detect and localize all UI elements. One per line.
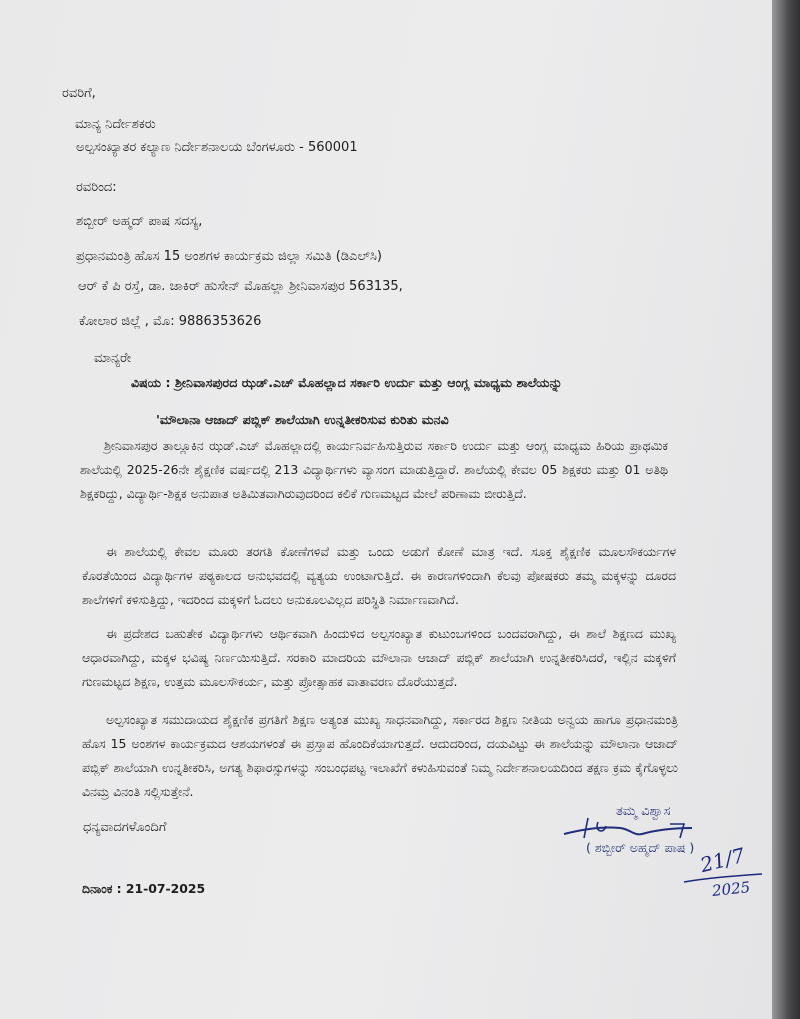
sender-label: ರವರಿಂದ: bbox=[76, 180, 117, 195]
sender-committee: ಪ್ರಧಾನಮಂತ್ರಿ ಹೊಸ 15 ಅಂಶಗಳ ಕಾರ್ಯಕ್ರಮ ಜಿಲ್ಲಾ ಸಮಿತಿ (ಡಿಎಲ್‌ಸಿ) bbox=[76, 249, 383, 264]
subject-line-1: ವಿಷಯ : ಶ್ರೀನಿವಾಸಪುರದ ಝಡ್.ಎಚ್ ಮೊಹಲ್ಲಾದ ಸರ್ಕಾರಿ ಉರ್ದು ಮತ್ತು ಆಂಗ್ಲ ಮಾಧ್ಯಮ ಶಾಲೆಯನ್ನು bbox=[131, 375, 563, 390]
handwritten-date-year: 2025 bbox=[711, 878, 752, 900]
sender-name: ಶಬ್ಬೀರ್ ಅಹ್ಮದ್ ಪಾಷ ಸದಸ್ಯ, bbox=[76, 214, 203, 229]
body-paragraph-4: ಅಲ್ಪಸಂಖ್ಯಾತ ಸಮುದಾಯದ ಶೈಕ್ಷಣಿಕ ಪ್ರಗತಿಗೆ ಶಿಕ್ಷಣ ಅತ್ಯಂತ ಮುಖ್ಯ ಸಾಧನವಾಗಿದ್ದು, ಸರ್ಕಾರದ ಶಿಕ್ಷಣ ನೀತಿಯ ಅನ್ವಯ ಹಾಗೂ ಪ್ರಧಾನಮಂತ್ರಿ ಹೊಸ 15 ಅಂಶಗಳ ಕಾರ್ಯಕ್ರಮದ ಆಶಯಗಳಂತೆ ಈ ಪ್ರಸ್ತಾಪ ಹೊಂದಿಕೆಯಾಗುತ್ತದೆ. ಆದುದರಿಂದ, ದಯವಿಟ್ಟು ಈ ಶಾಲೆಯನ್ನು ಮೌಲಾನಾ ಆಜಾದ್ ಪಬ್ಲಿಕ್ ಶಾಲೆಯಾಗಿ ಉನ್ನತೀಕರಿಸಿ, ಅಗತ್ಯ ಶಿಫಾರಸ್ಸುಗಳನ್ನು ಸಂಬಂಧಪಟ್ಟ ಇಲಾಖೆಗೆ ಕಳುಹಿಸುವಂತೆ ನಿಮ್ಮ ನಿರ್ದೇಶನಾಲಯದಿಂದ ತಕ್ಷಣ ಕ್ರಮ ಕೈಗೊಳ್ಳಲು ವಿನಮ್ರ ವಿನಂತಿ ಸಲ್ಲಿಸುತ್ತೇನೆ. bbox=[82, 712, 678, 799]
salutation: ಮಾನ್ಯರೇ bbox=[94, 351, 132, 366]
body-paragraph-3: ಈ ಪ್ರದೇಶದ ಬಹುತೇಕ ವಿದ್ಯಾರ್ಥಿಗಳು ಆರ್ಥಿಕವಾಗಿ ಹಿಂದುಳಿದ ಅಲ್ಪಸಂಖ್ಯಾತ ಕುಟುಂಬಗಳಿಂದ ಬಂದವರಾಗಿದ್ದು, ಈ ಶಾಲೆ ಶಿಕ್ಷಣದ ಮುಖ್ಯ ಆಧಾರವಾಗಿದ್ದು, ಮಕ್ಕಳ ಭವಿಷ್ಯ ನಿರ್ಣಯಿಸುತ್ತಿದೆ. ಸರಕಾರಿ ಮಾದರಿಯ ಮೌಲಾನಾ ಆಜಾದ್ ಪಬ್ಲಿಕ್ ಶಾಲೆಯಾಗಿ ಉನ್ನತೀಕರಿಸಿದರೆ, ಇಲ್ಲಿನ ಮಕ್ಕಳಿಗೆ ಗುಣಮಟ್ಟದ ಶಿಕ್ಷಣ, ಉತ್ತಮ ಮೂಲಸೌಕರ್ಯ, ಮತ್ತು ಪ್ರೋತ್ಸಾಹಕ ವಾತಾವರಣ ದೊರೆಯುತ್ತದೆ. bbox=[82, 626, 676, 689]
recipient-office: ಅಲ್ಪಸಂಖ್ಯಾತರ ಕಲ್ಯಾಣ ನಿರ್ದೇಶನಾಲಯ ಬೆಂಗಳೂರು - 560001 bbox=[76, 140, 358, 155]
sender-address: ಆರ್ ಕೆ ಪಿ ರಸ್ತೆ, ಡಾ. ಜಾಕಿರ್ ಹುಸೇನ್ ಮೊಹಲ್ಲಾ ಶ್ರೀನಿವಾಸಪುರ 563135, bbox=[78, 279, 403, 294]
body-paragraph-2: ಈ ಶಾಲೆಯಲ್ಲಿ ಕೇವಲ ಮೂರು ತರಗತಿ ಕೋಣೆಗಳಿವೆ ಮತ್ತು ಒಂದು ಅಡುಗೆ ಕೋಣೆ ಮಾತ್ರ ಇದೆ. ಸೂಕ್ತ ಶೈಕ್ಷಣಿಕ ಮೂಲಸೌಕರ್ಯಗಳ ಕೊರತೆಯಿಂದ ವಿದ್ಯಾರ್ಥಿಗಳ ಪಠ್ಯಕಾಲದ ಅನುಭವದಲ್ಲಿ ವ್ಯತ್ಯಯ ಉಂಟಾಗುತ್ತಿದೆ. ಈ ಕಾರಣಗಳಿಂದಾಗಿ ಕೆಲವು ಪೋಷಕರು ತಮ್ಮ ಮಕ್ಕಳನ್ನು ದೂರದ ಶಾಲೆಗಳಿಗೆ ಕಳಿಸುತ್ತಿದ್ದು, ಇದರಿಂದ ಮಕ್ಕಳಿಗೆ ಓದಲು ಅನುಕೂಲವಿಲ್ಲದ ಪರಿಸ್ಥಿತಿ ನಿರ್ಮಾಣವಾಗಿದೆ. bbox=[82, 544, 676, 607]
subject-line-2: 'ಮೌಲಾನಾ ಆಜಾದ್ ಪಬ್ಲಿಕ್ ಶಾಲೆಯಾಗಿ ಉನ್ನತೀಕರಿಸುವ ಕುರಿತು ಮನವಿ bbox=[156, 412, 449, 427]
yours-faithfully: ತಮ್ಮ ವಿಶ್ವಾಸ bbox=[616, 804, 671, 819]
sender-district: ಕೋಲಾರ ಜಿಲ್ಲೆ , ಮೊ: 9886353626 bbox=[79, 314, 262, 329]
closing: ಧನ್ಯವಾದಗಳೊಂದಿಗೆ bbox=[83, 820, 167, 835]
signature-name: ( ಶಬ್ಬೀರ್ ಅಹ್ಮದ್ ಪಾಷ ) bbox=[586, 840, 695, 855]
page-edge-shadow bbox=[772, 0, 800, 1019]
to-label: ರವರಿಗೆ, bbox=[62, 86, 96, 101]
recipient-title: ಮಾನ್ಯ ನಿರ್ದೇಶಕರು bbox=[75, 117, 156, 132]
body-paragraph-1: ಶ್ರೀನಿವಾಸಪುರ ತಾಲ್ಲೂಕಿನ ಝಡ್.ಎಚ್ ಮೊಹಲ್ಲಾದಲ್ಲಿ ಕಾರ್ಯನಿರ್ವಹಿಸುತ್ತಿರುವ ಸರ್ಕಾರಿ ಉರ್ದು ಮತ್ತು ಆಂಗ್ಲ ಮಾಧ್ಯಮ ಹಿರಿಯ ಪ್ರಾಥಮಿಕ ಶಾಲೆಯಲ್ಲಿ 2025-26ನೇ ಶೈಕ್ಷಣಿಕ ವರ್ಷದಲ್ಲಿ 213 ವಿದ್ಯಾರ್ಥಿಗಳು ವ್ಯಾಸಂಗ ಮಾಡುತ್ತಿದ್ದಾರೆ. ಶಾಲೆಯಲ್ಲಿ ಕೇವಲ 05 ಶಿಕ್ಷಕರು ಮತ್ತು 01 ಅತಿಥಿ ಶಿಕ್ಷಕರಿದ್ದು, ವಿದ್ಯಾರ್ಥಿ-ಶಿಕ್ಷಕ ಅನುಪಾತ ಅತಿಮಿತವಾಗಿರುವುದರಿಂದ ಕಲಿಕೆ ಗುಣಮಟ್ಟದ ಮೇಲೆ ಪರಿಣಾಮ ಬೀರುತ್ತಿದೆ. bbox=[80, 438, 668, 501]
date-line: ದಿನಾಂಕ : 21-07-2025 bbox=[82, 881, 206, 896]
handwritten-date-day: 21/7 bbox=[697, 842, 748, 878]
